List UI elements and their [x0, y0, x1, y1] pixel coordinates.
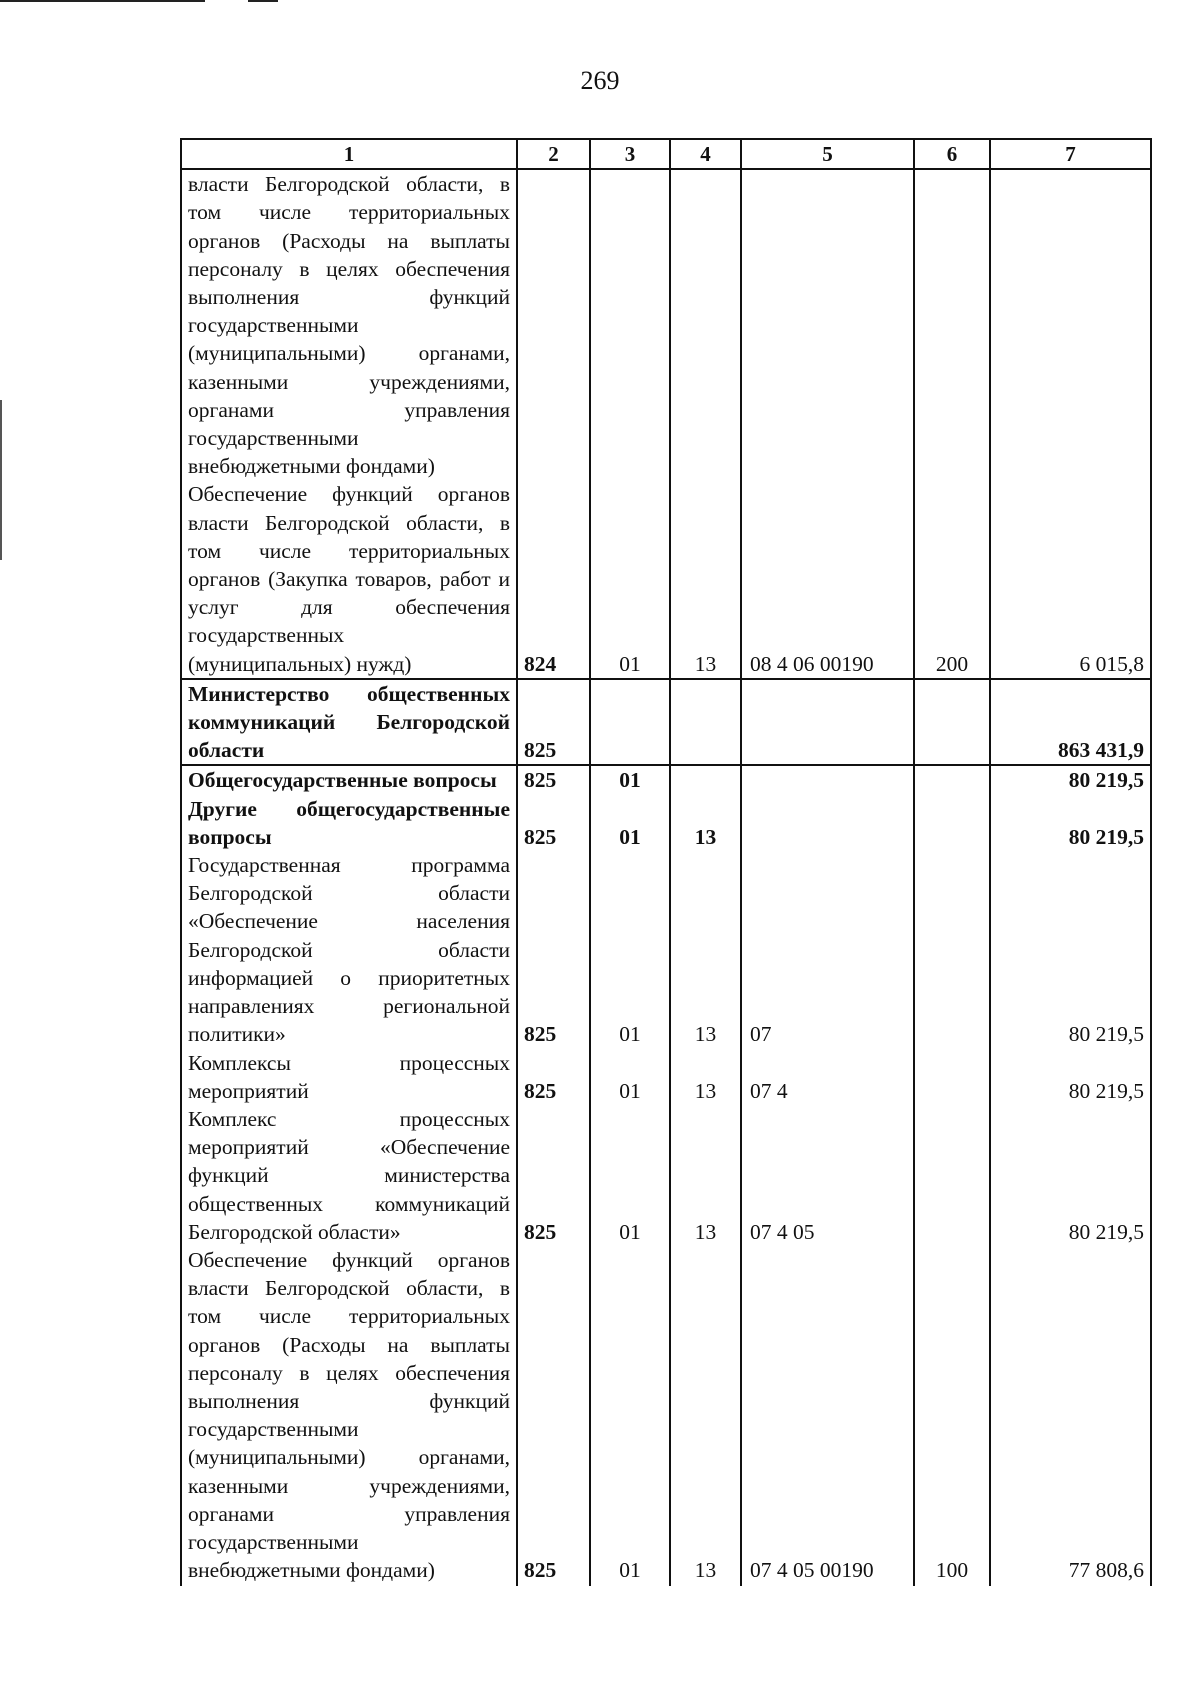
table-row — [181, 1049, 1151, 1105]
table-row — [181, 1246, 1151, 1586]
row-grbs: 825 — [517, 679, 590, 766]
row-csr — [741, 765, 914, 794]
row-name: Другие общегосударственные вопросы — [181, 795, 517, 851]
page-number: 269 — [580, 66, 620, 95]
table-row — [181, 765, 1151, 794]
row-pr — [670, 765, 741, 794]
row-rz: 01 — [590, 1105, 670, 1246]
row-grbs: 824 — [517, 480, 590, 678]
row-csr: 07 4 — [741, 1049, 914, 1105]
row-amount: 863 431,9 — [990, 679, 1151, 766]
row-vr — [914, 169, 990, 480]
table-row — [181, 169, 1151, 480]
row-csr — [741, 169, 914, 480]
row-amount: 80 219,5 — [990, 765, 1151, 794]
row-grbs: 825 — [517, 1105, 590, 1246]
row-pr: 13 — [670, 851, 741, 1048]
row-csr: 08 4 06 00190 — [741, 480, 914, 678]
row-amount: 80 219,5 — [990, 851, 1151, 1048]
row-vr — [914, 679, 990, 766]
row-rz — [590, 679, 670, 766]
row-rz: 01 — [590, 765, 670, 794]
row-pr: 13 — [670, 1105, 741, 1246]
row-vr — [914, 795, 990, 851]
row-csr: 07 4 05 00190 — [741, 1246, 914, 1586]
row-pr: 13 — [670, 1246, 741, 1586]
row-vr: 100 — [914, 1246, 990, 1586]
row-pr — [670, 169, 741, 480]
row-name: Обеспечение функций органов власти Белгородской области, в том числе территориальных органов (Расходы на выплаты персоналу в целях обеспечения выполнения функций государственными (муниципальными) органами, казенными учреждениями, органами управления государственными внебюджетными фондами) — [181, 1246, 517, 1586]
row-rz: 01 — [590, 1049, 670, 1105]
row-vr: 200 — [914, 480, 990, 678]
header-cell: 1 — [181, 139, 517, 169]
row-name: Обеспечение функций органов власти Белгородской области, в том числе территориальных органов (Закупка товаров, работ и услуг для обеспечения государственных (муниципальных) нужд) — [181, 480, 517, 678]
table-row — [181, 1105, 1151, 1246]
row-grbs: 825 — [517, 795, 590, 851]
row-rz: 01 — [590, 851, 670, 1048]
header-cell: 3 — [590, 139, 670, 169]
row-amount — [990, 169, 1151, 480]
scan-artifact-line — [0, 0, 205, 2]
header-cell: 4 — [670, 139, 741, 169]
row-vr — [914, 765, 990, 794]
row-name: Государственная программа Белгородской области «Обеспечение населения Белгородской области информацией о приоритетных направлениях региональной политики» — [181, 851, 517, 1048]
header-cell: 5 — [741, 139, 914, 169]
row-vr — [914, 1105, 990, 1246]
row-csr: 07 — [741, 851, 914, 1048]
row-grbs: 825 — [517, 851, 590, 1048]
row-rz — [590, 169, 670, 480]
row-amount: 6 015,8 — [990, 480, 1151, 678]
header-cell: 6 — [914, 139, 990, 169]
scan-artifact-line — [248, 0, 278, 2]
table-row — [181, 679, 1151, 766]
row-pr — [670, 679, 741, 766]
scan-artifact-line — [0, 400, 2, 560]
row-grbs: 825 — [517, 1246, 590, 1586]
row-pr: 13 — [670, 1049, 741, 1105]
row-grbs: 825 — [517, 1049, 590, 1105]
row-grbs: 825 — [517, 765, 590, 794]
row-amount: 80 219,5 — [990, 795, 1151, 851]
table-row — [181, 851, 1151, 1048]
row-rz: 01 — [590, 795, 670, 851]
row-csr — [741, 679, 914, 766]
row-csr — [741, 795, 914, 851]
row-amount: 80 219,5 — [990, 1105, 1151, 1246]
row-pr: 13 — [670, 480, 741, 678]
row-amount: 77 808,6 — [990, 1246, 1151, 1586]
budget-table — [180, 138, 1152, 1586]
row-rz: 01 — [590, 480, 670, 678]
header-row — [181, 139, 1151, 169]
row-name: Общегосударственные вопросы — [181, 765, 517, 794]
header-cell: 2 — [517, 139, 590, 169]
row-rz: 01 — [590, 1246, 670, 1586]
row-vr — [914, 1049, 990, 1105]
row-amount: 80 219,5 — [990, 1049, 1151, 1105]
row-pr: 13 — [670, 795, 741, 851]
table-row — [181, 795, 1151, 851]
row-csr: 07 4 05 — [741, 1105, 914, 1246]
row-name: власти Белгородской области, в том числе территориальных органов (Расходы на выплаты персоналу в целях обеспечения выполнения функций государственными (муниципальными) органами, казенными учреждениями, органами управления государственными внебюджетными фондами) — [181, 169, 517, 480]
row-grbs — [517, 169, 590, 480]
row-name: Комплексы процессных мероприятий — [181, 1049, 517, 1105]
row-name: Министерство общественных коммуникаций Белгородской области — [181, 679, 517, 766]
header-cell: 7 — [990, 139, 1151, 169]
table-row — [181, 480, 1151, 678]
row-vr — [914, 851, 990, 1048]
row-name: Комплекс процессных мероприятий «Обеспечение функций министерства общественных коммуникаций Белгородской области» — [181, 1105, 517, 1246]
